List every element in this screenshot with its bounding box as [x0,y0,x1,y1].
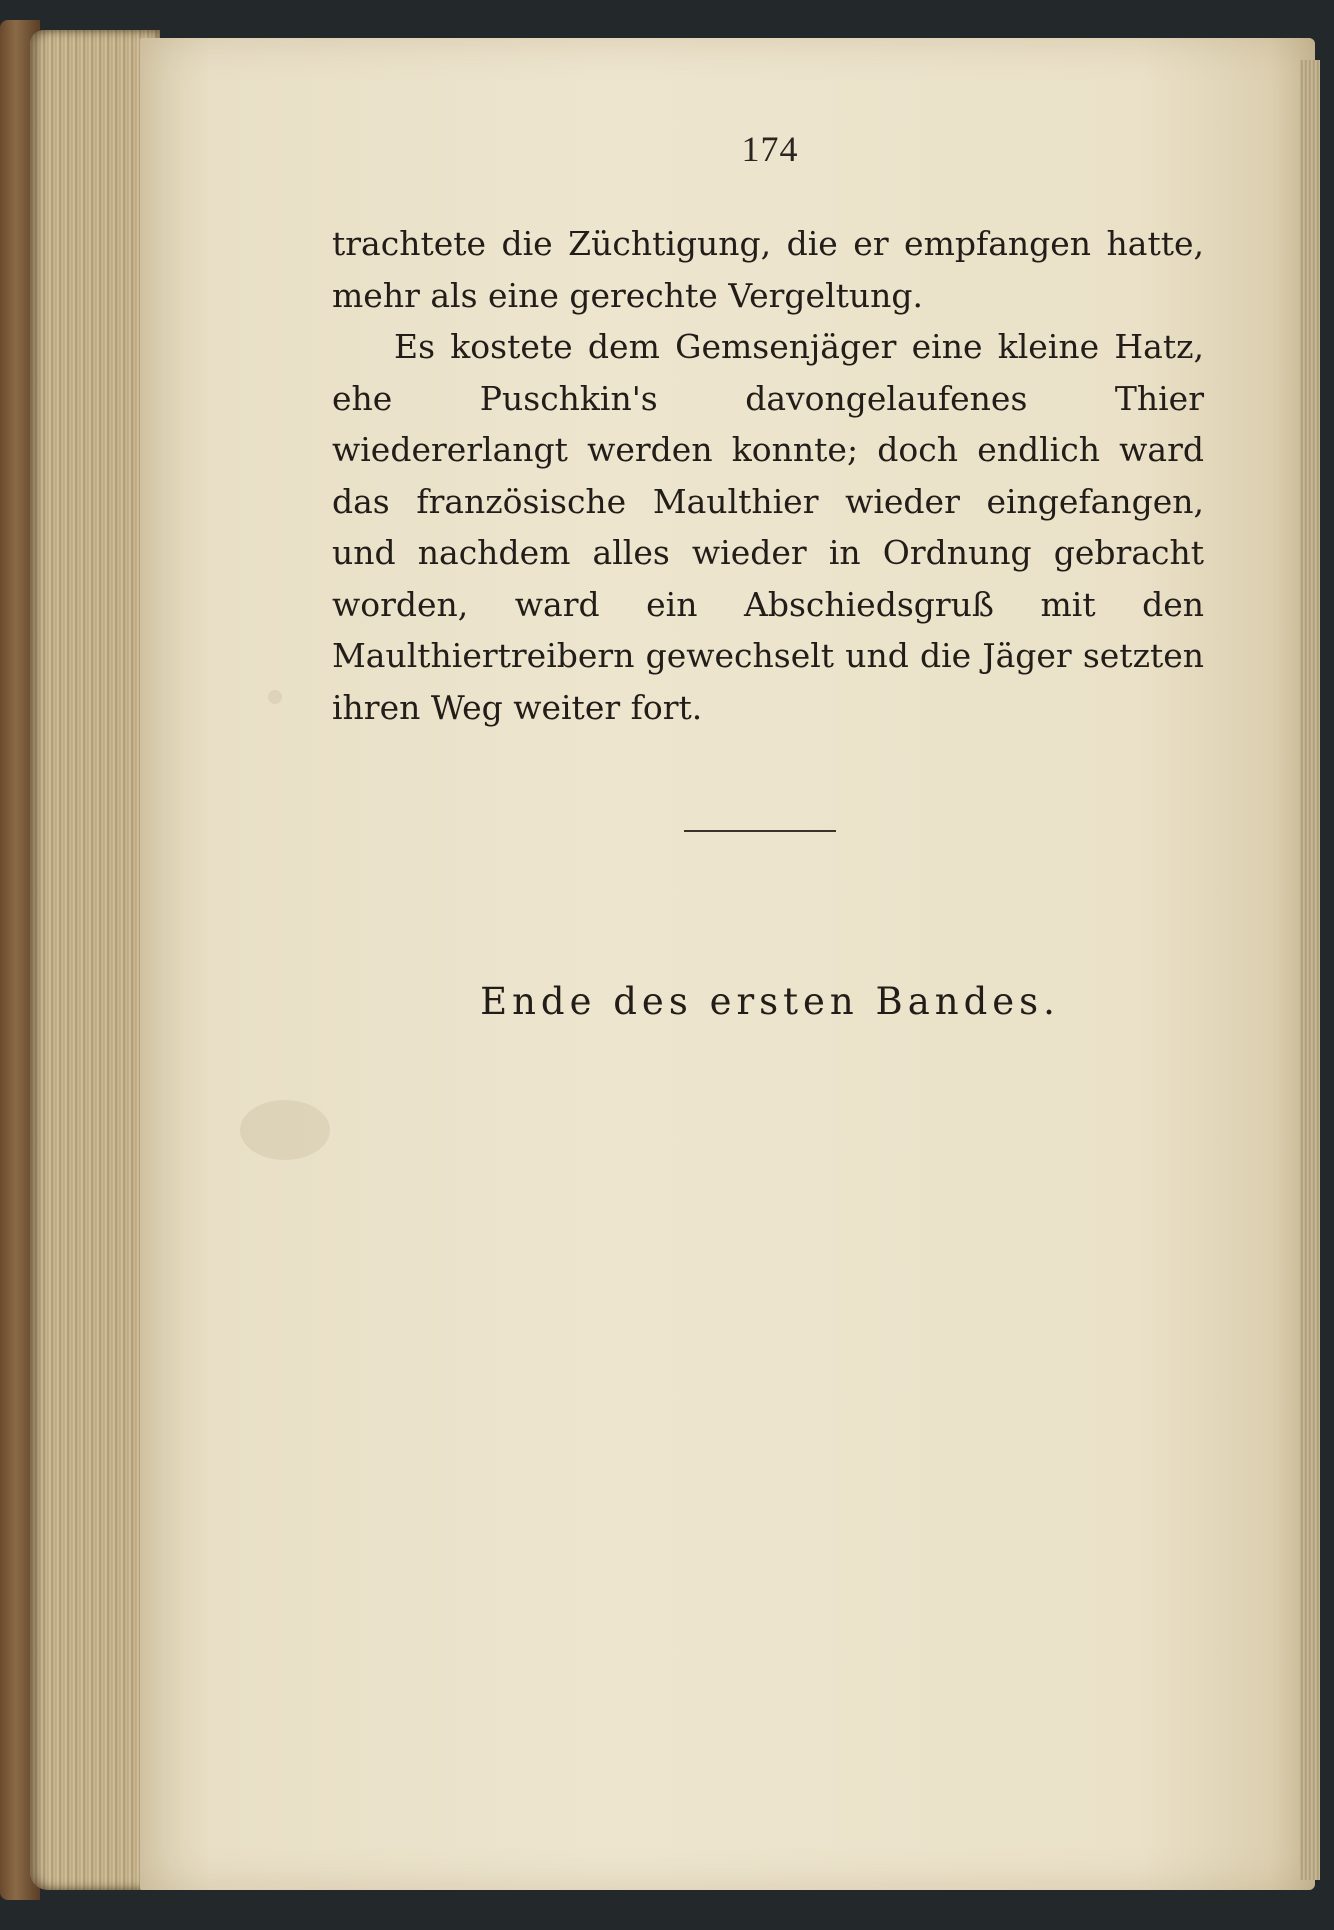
page-number: 174 [741,129,799,169]
paragraph: trachtete die Züchtigung, die er empfangen hatte, mehr als eine gerechte Vergeltung. [332,224,1204,315]
page-stain [268,690,282,704]
body-text [332,218,1204,733]
page-stain [240,1100,330,1160]
volume-end-note: Ende des ersten Bandes. [480,980,1060,1023]
page-edges-right [1300,60,1320,1880]
section-divider [684,830,836,832]
paragraph: Es kostete dem Gemsenjäger eine kleine Hatz, ehe Puschkin's davongelaufenes Thier wiedererlangt werden konnte; doch endlich ward das französische Maulthier wieder eingefangen, und nachdem alles wieder in Ordnung gebracht worden, ward ein Abschiedsgruß mit den Maulthiertreibern gewechselt und die Jäger setzten ihren Weg weiter fort. [332,327,1204,727]
